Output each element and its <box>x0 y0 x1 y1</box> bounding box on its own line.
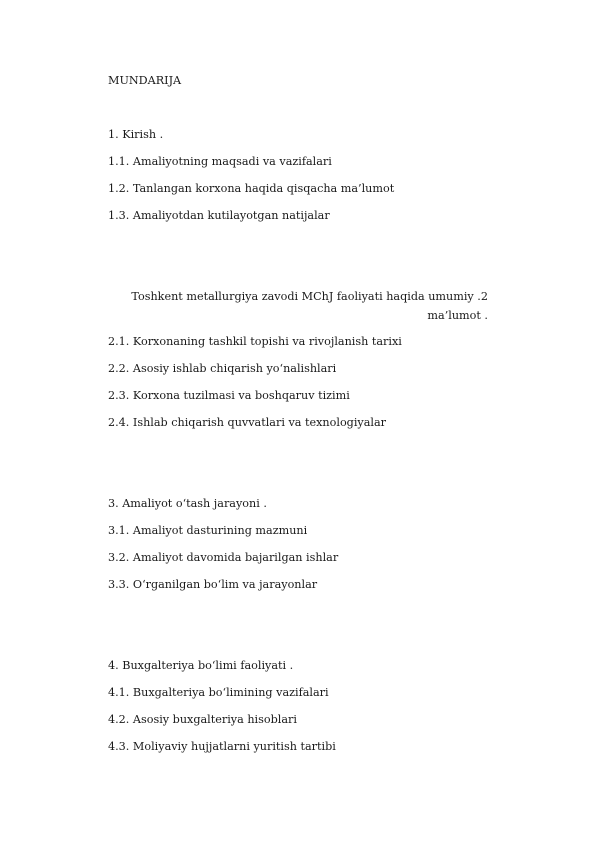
toc-heading-2-line2: ma’lumot . <box>427 309 488 322</box>
toc-item-4-3: 4.3. Moliyaviy hujjatlarni yuritish tartibi <box>108 740 336 753</box>
toc-item-4-1: 4.1. Buxgalteriya bo‘limining vazifalari <box>108 686 329 699</box>
toc-item-3-3: 3.3. O‘rganilgan bo‘lim va jarayonlar <box>108 578 318 591</box>
toc-item-2-1: 2.1. Korxonaning tashkil topishi va rivojlanish tarixi <box>108 335 402 348</box>
toc-heading-3: 3. Amaliyot o‘tash jarayoni . <box>108 497 267 510</box>
toc-item-1-3: 1.3. Amaliyotdan kutilayotgan natijalar <box>108 209 330 222</box>
toc-item-4-2: 4.2. Asosiy buxgalteriya hisoblari <box>108 713 297 726</box>
toc-item-1-1: 1.1. Amaliyotning maqsadi va vazifalari <box>108 155 332 168</box>
toc-item-2-3: 2.3. Korxona tuzilmasi va boshqaruv tizimi <box>108 389 350 402</box>
toc-heading-4: 4. Buxgalteriya bo‘limi faoliyati . <box>108 659 294 672</box>
toc-item-3-1: 3.1. Amaliyot dasturining mazmuni <box>108 524 308 537</box>
toc-item-3-2: 3.2. Amaliyot davomida bajarilgan ishlar <box>108 551 339 564</box>
toc-item-2-2: 2.2. Asosiy ishlab chiqarish yo‘nalishlari <box>108 362 337 375</box>
toc-item-2-4: 2.4. Ishlab chiqarish quvvatlari va texnologiyalar <box>108 416 386 429</box>
toc-heading-1: 1. Kirish . <box>108 128 164 141</box>
toc-heading-2-line1: Toshkent metallurgiya zavodi MChJ faoliyati haqida umumiy .2 <box>131 290 488 303</box>
toc-title: MUNDARIJA <box>108 74 182 87</box>
toc-item-1-2: 1.2. Tanlangan korxona haqida qisqacha ma’lumot <box>108 182 395 195</box>
